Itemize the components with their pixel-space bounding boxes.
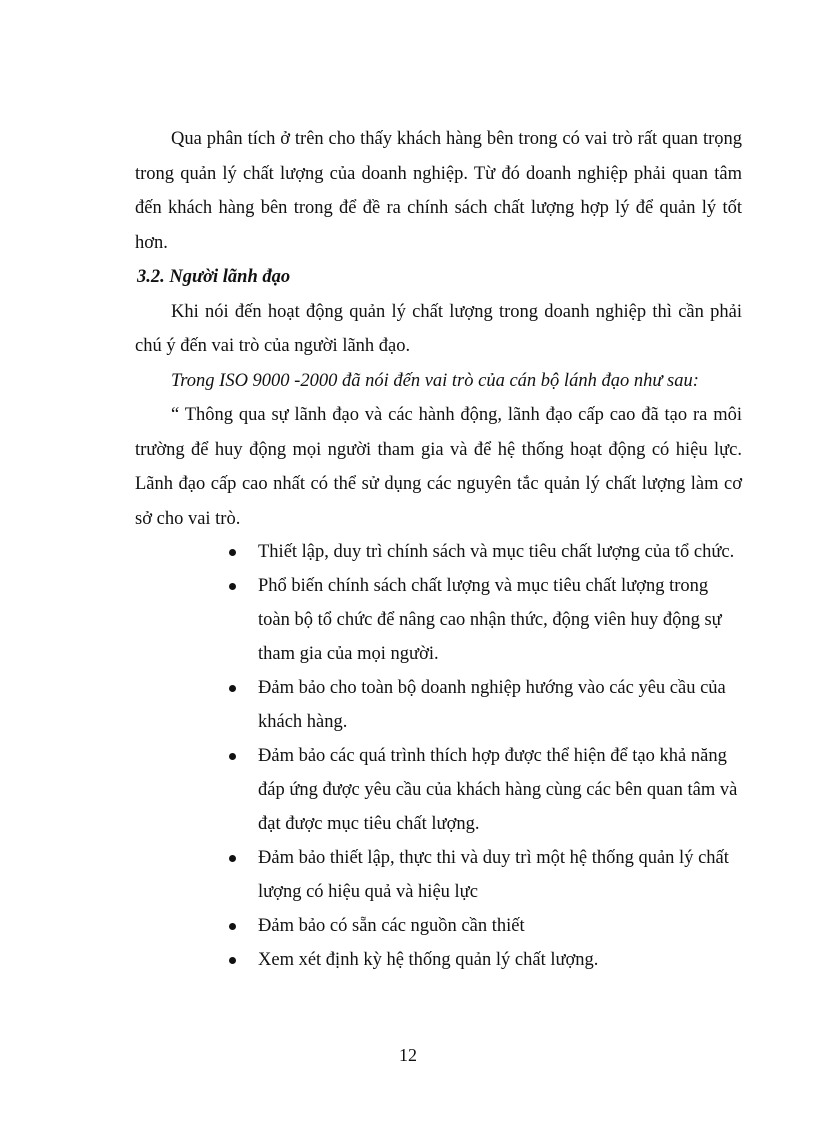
list-item: Đảm bảo cho toàn bộ doanh nghiệp hướng vào các yêu cầu của khách hàng. — [258, 671, 742, 739]
list-item: Đảm bảo thiết lập, thực thi và duy trì một hệ thống quản lý chất lượng có hiệu quả và hiệu lực — [258, 841, 742, 909]
bullet-icon — [229, 549, 236, 556]
bullet-icon — [229, 855, 236, 862]
page-number: 12 — [399, 1045, 417, 1065]
section-heading: 3.2. Người lãnh đạo — [137, 267, 291, 287]
bullet-icon — [229, 753, 236, 760]
bullet-icon — [229, 957, 236, 964]
iso-intro-line: Trong ISO 9000 -2000 đã nói đến vai trò của cán bộ lánh đạo như sau: — [171, 370, 699, 391]
list-item: Xem xét định kỳ hệ thống quản lý chất lượng. — [258, 943, 742, 977]
paragraph-leadership-role: Khi nói đến hoạt động quản lý chất lượng trong doanh nghiệp thì cần phải chú ý đến vai trò của người lãnh đạo. — [135, 301, 742, 356]
list-item: Thiết lập, duy trì chính sách và mục tiêu chất lượng của tổ chức. — [258, 535, 742, 569]
bullet-icon — [229, 923, 236, 930]
bullet-list — [258, 535, 742, 977]
bullet-icon — [229, 685, 236, 692]
quote-paragraph: “ Thông qua sự lãnh đạo và các hành động, lãnh đạo cấp cao đã tạo ra môi trường để huy động mọi người tham gia và để hệ thống hoạt động có hiệu lực. Lãnh đạo cấp cao nhất có thể sử dụng các nguyên tắc quản lý chất lượng làm cơ sở cho vai trò. — [135, 405, 742, 529]
bullet-icon — [229, 583, 236, 590]
list-item: Đảm bảo các quá trình thích hợp được thể hiện để tạo khả năng đáp ứng được yêu cầu của khách hàng cùng các bên quan tâm và đạt được mục tiêu chất lượng. — [258, 739, 742, 841]
paragraph-internal-customers: Qua phân tích ở trên cho thấy khách hàng bên trong có vai trò rất quan trọng trong quản lý chất lượng của doanh nghiệp. Từ đó doanh nghiệp phải quan tâm đến khách hàng bên trong để đề ra chính sách chất lượng hợp lý để quản lý tốt hơn. — [135, 129, 742, 253]
list-item: Phổ biến chính sách chất lượng và mục tiêu chất lượng trong toàn bộ tổ chức để nâng cao nhận thức, động viên huy động sự tham gia của mọi người. — [258, 569, 742, 671]
list-item: Đảm bảo có sẵn các nguồn cần thiết — [258, 909, 742, 943]
body-text — [135, 122, 742, 536]
